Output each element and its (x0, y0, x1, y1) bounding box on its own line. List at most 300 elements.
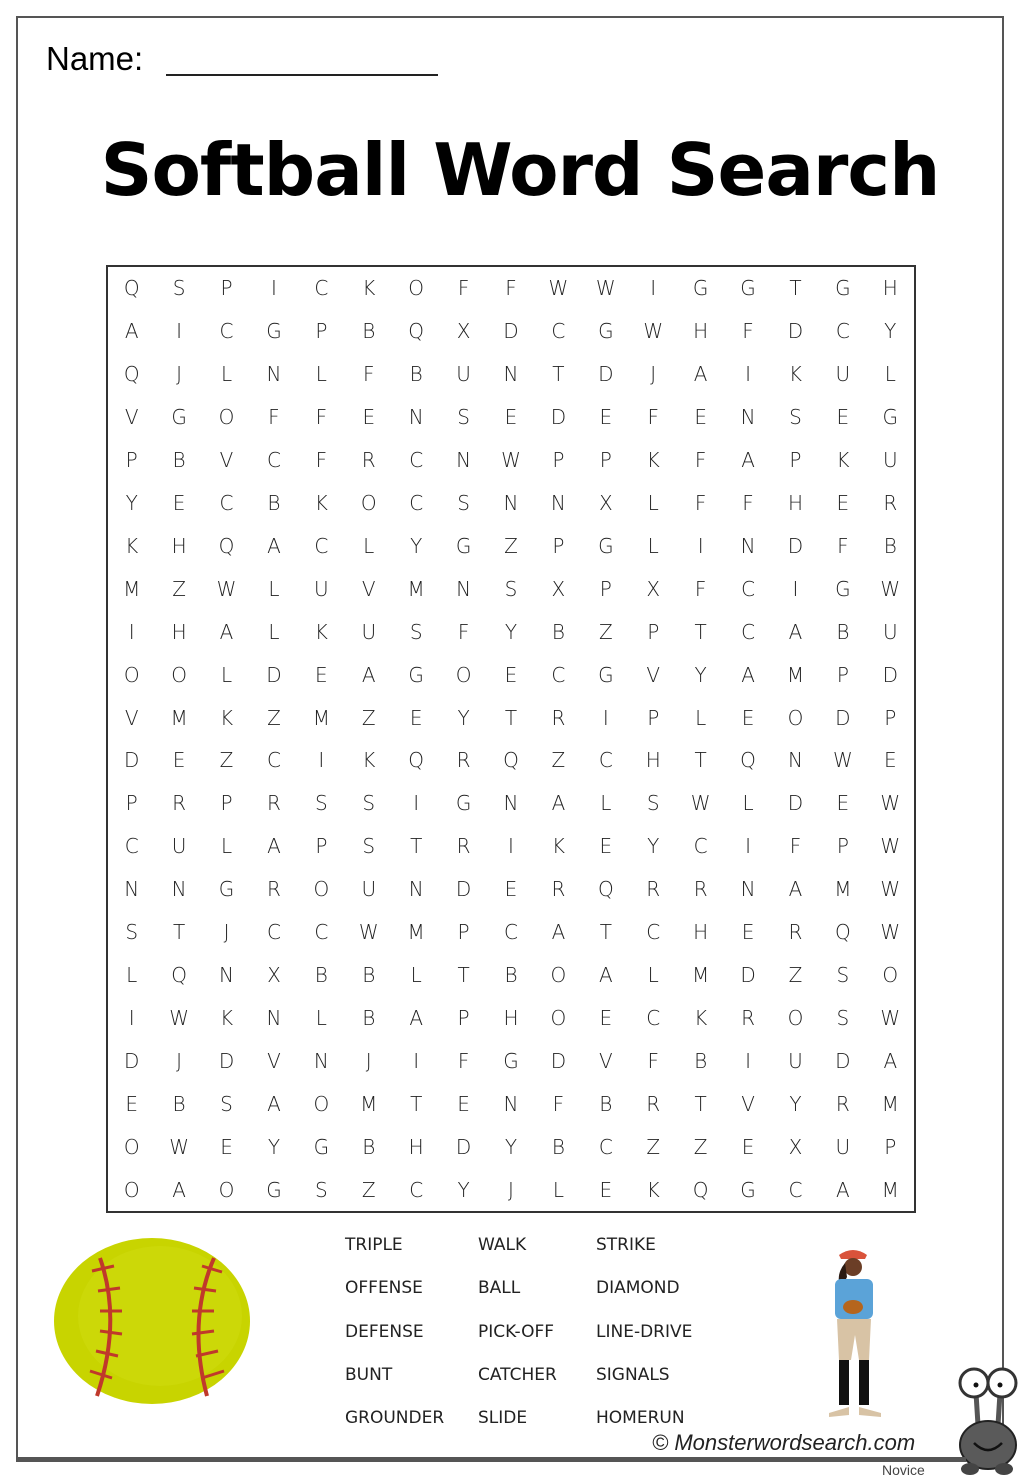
grid-cell[interactable]: G (503, 1048, 519, 1073)
grid-cell[interactable]: A (361, 662, 376, 687)
grid-cell[interactable]: Q (408, 319, 425, 344)
grid-cell[interactable]: V (267, 1048, 281, 1073)
grid-cell[interactable]: E (172, 490, 186, 515)
grid-cell[interactable]: Q (171, 962, 187, 987)
grid-cell[interactable]: D (266, 662, 282, 687)
grid-cell[interactable]: E (599, 1177, 613, 1202)
grid-cell[interactable]: S (220, 1091, 233, 1116)
grid-cell[interactable]: B (551, 619, 565, 644)
grid-cell[interactable]: M (123, 576, 141, 601)
grid-cell[interactable]: Y (410, 533, 423, 558)
grid-cell[interactable]: R (266, 877, 281, 902)
grid-cell[interactable]: J (650, 362, 657, 387)
grid-cell[interactable]: P (789, 448, 802, 473)
grid-cell[interactable]: O (218, 1177, 235, 1202)
grid-cell[interactable]: O (313, 1091, 330, 1116)
grid-cell[interactable]: F (647, 405, 659, 430)
grid-cell[interactable]: T (694, 748, 707, 773)
grid-cell[interactable]: I (413, 791, 420, 816)
grid-cell[interactable]: P (647, 705, 660, 730)
grid-cell[interactable]: F (647, 1048, 659, 1073)
grid-cell[interactable]: N (266, 362, 282, 387)
grid-cell[interactable]: N (503, 490, 519, 515)
grid-cell[interactable]: P (552, 448, 565, 473)
grid-cell[interactable]: X (267, 962, 281, 987)
grid-cell[interactable]: S (362, 791, 376, 816)
grid-cell[interactable]: R (456, 834, 471, 859)
grid-cell[interactable]: X (646, 576, 661, 601)
grid-cell[interactable]: R (551, 705, 566, 730)
grid-cell[interactable]: O (787, 705, 804, 730)
grid-cell[interactable]: G (313, 1134, 330, 1159)
grid-cell[interactable]: B (694, 1048, 708, 1073)
grid-cell[interactable]: E (457, 1091, 470, 1116)
grid-cell[interactable]: U (361, 619, 377, 644)
grid-cell[interactable]: H (408, 1134, 424, 1159)
grid-cell[interactable]: Y (504, 619, 518, 644)
grid-cell[interactable]: D (835, 705, 851, 730)
grid-cell[interactable]: O (787, 1005, 804, 1030)
grid-cell[interactable]: Y (884, 319, 897, 344)
grid-cell[interactable]: S (457, 405, 470, 430)
grid-cell[interactable]: K (836, 448, 850, 473)
grid-cell[interactable]: C (409, 490, 424, 515)
grid-cell[interactable]: B (599, 1091, 613, 1116)
grid-cell[interactable]: U (788, 1048, 803, 1073)
grid-cell[interactable]: H (171, 533, 187, 558)
grid-cell[interactable]: O (550, 962, 567, 987)
grid-cell[interactable]: W (880, 576, 901, 601)
grid-cell[interactable]: A (551, 920, 566, 945)
grid-cell[interactable]: H (645, 748, 661, 773)
grid-cell[interactable]: T (410, 1091, 423, 1116)
grid-cell[interactable]: O (171, 662, 187, 687)
grid-cell[interactable]: L (315, 362, 327, 387)
grid-cell[interactable]: A (267, 834, 281, 859)
grid-cell[interactable]: P (836, 662, 849, 687)
grid-cell[interactable]: R (693, 877, 708, 902)
grid-cell[interactable]: R (741, 1005, 755, 1030)
grid-cell[interactable]: C (788, 1177, 803, 1202)
grid-cell[interactable]: D (550, 405, 567, 430)
grid-cell[interactable]: P (220, 276, 233, 301)
grid-cell[interactable]: G (740, 276, 756, 301)
grid-cell[interactable]: P (836, 834, 849, 859)
grid-cell[interactable]: Q (123, 276, 140, 301)
grid-cell[interactable]: H (693, 920, 709, 945)
grid-cell[interactable]: P (884, 1134, 897, 1159)
grid-cell[interactable]: I (650, 276, 657, 301)
grid-cell[interactable]: D (787, 319, 804, 344)
grid-cell[interactable]: B (362, 962, 376, 987)
grid-cell[interactable]: A (883, 1048, 898, 1073)
grid-cell[interactable]: T (457, 962, 470, 987)
grid-cell[interactable]: W (501, 448, 521, 473)
grid-cell[interactable]: R (456, 748, 471, 773)
grid-cell[interactable]: W (880, 1005, 901, 1030)
grid-cell[interactable]: U (171, 834, 187, 859)
grid-cell[interactable]: F (837, 533, 849, 558)
grid-cell[interactable]: Z (646, 1134, 661, 1159)
grid-cell[interactable]: P (125, 448, 138, 473)
grid-cell[interactable]: F (363, 362, 375, 387)
grid-cell[interactable]: O (218, 405, 235, 430)
grid-cell[interactable]: E (504, 877, 518, 902)
grid-cell[interactable]: T (694, 619, 707, 644)
grid-cell[interactable]: D (882, 662, 898, 687)
grid-cell[interactable]: H (693, 319, 709, 344)
grid-cell[interactable]: N (503, 1091, 519, 1116)
grid-cell[interactable]: G (266, 1177, 282, 1202)
grid-cell[interactable]: A (551, 791, 566, 816)
grid-cell[interactable]: V (361, 576, 376, 601)
grid-cell[interactable]: W (690, 791, 711, 816)
grid-cell[interactable]: Q (835, 920, 851, 945)
grid-cell[interactable]: V (124, 405, 139, 430)
grid-cell[interactable]: T (599, 920, 612, 945)
grid-cell[interactable]: A (693, 362, 708, 387)
grid-cell[interactable]: W (169, 1005, 189, 1030)
grid-cell[interactable]: G (598, 662, 614, 687)
grid-cell[interactable]: P (647, 619, 660, 644)
grid-cell[interactable]: Y (504, 1134, 518, 1159)
grid-cell[interactable]: O (882, 962, 899, 987)
grid-cell[interactable]: E (599, 405, 613, 430)
grid-cell[interactable]: A (219, 619, 234, 644)
grid-cell[interactable]: C (314, 533, 329, 558)
grid-cell[interactable]: B (883, 533, 897, 558)
name-input-line[interactable] (166, 74, 438, 76)
grid-cell[interactable]: K (314, 619, 328, 644)
grid-cell[interactable]: O (360, 490, 377, 515)
grid-cell[interactable]: F (742, 490, 754, 515)
grid-cell[interactable]: B (836, 619, 850, 644)
grid-cell[interactable]: D (787, 791, 804, 816)
grid-cell[interactable]: W (548, 276, 569, 301)
grid-cell[interactable]: S (504, 576, 518, 601)
grid-cell[interactable]: R (788, 920, 803, 945)
grid-cell[interactable]: U (835, 1134, 851, 1159)
grid-cell[interactable]: V (646, 662, 661, 687)
grid-cell[interactable]: P (220, 791, 233, 816)
grid-cell[interactable]: P (125, 791, 138, 816)
grid-cell[interactable]: L (647, 490, 659, 515)
grid-cell[interactable]: J (365, 1048, 372, 1073)
grid-cell[interactable]: P (599, 576, 612, 601)
grid-cell[interactable]: L (126, 962, 138, 987)
grid-cell[interactable]: Q (408, 748, 425, 773)
grid-cell[interactable]: E (172, 748, 186, 773)
grid-cell[interactable]: P (457, 1005, 470, 1030)
grid-cell[interactable]: T (552, 362, 565, 387)
grid-cell[interactable]: L (268, 619, 280, 644)
grid-cell[interactable]: C (835, 319, 850, 344)
grid-cell[interactable]: E (220, 1134, 233, 1159)
grid-cell[interactable]: P (552, 533, 565, 558)
grid-cell[interactable]: D (218, 1048, 235, 1073)
grid-cell[interactable]: I (128, 619, 135, 644)
grid-cell[interactable]: P (315, 834, 328, 859)
grid-cell[interactable]: M (786, 662, 805, 687)
grid-cell[interactable]: E (504, 662, 518, 687)
grid-cell[interactable]: F (315, 448, 328, 473)
grid-cell[interactable]: N (503, 362, 519, 387)
grid-cell[interactable]: E (599, 1005, 613, 1030)
grid-cell[interactable]: R (551, 877, 566, 902)
grid-cell[interactable]: K (362, 748, 376, 773)
grid-cell[interactable]: C (551, 319, 566, 344)
grid-cell[interactable]: V (741, 1091, 755, 1116)
grid-cell[interactable]: B (504, 962, 518, 987)
grid-cell[interactable]: F (457, 276, 470, 301)
grid-cell[interactable]: I (745, 834, 751, 859)
grid-cell[interactable]: R (361, 448, 376, 473)
grid-cell[interactable]: B (551, 1134, 565, 1159)
grid-cell[interactable]: Z (788, 962, 803, 987)
grid-cell[interactable]: I (745, 1048, 751, 1073)
grid-cell[interactable]: G (692, 276, 709, 301)
grid-cell[interactable]: B (172, 1091, 186, 1116)
grid-cell[interactable]: C (741, 576, 756, 601)
grid-cell[interactable]: I (413, 1048, 420, 1073)
grid-cell[interactable]: L (410, 962, 422, 987)
grid-cell[interactable]: R (172, 791, 187, 816)
grid-cell[interactable]: N (456, 448, 472, 473)
grid-cell[interactable]: Z (551, 748, 566, 773)
grid-cell[interactable]: L (220, 662, 233, 687)
grid-cell[interactable]: B (362, 1134, 376, 1159)
grid-cell[interactable]: W (880, 791, 901, 816)
grid-cell[interactable]: I (697, 533, 704, 558)
grid-cell[interactable]: L (884, 362, 896, 387)
grid-cell[interactable]: L (363, 533, 375, 558)
grid-cell[interactable]: Z (267, 705, 281, 730)
grid-cell[interactable]: M (407, 920, 425, 945)
grid-cell[interactable]: N (171, 877, 187, 902)
grid-cell[interactable]: Q (692, 1177, 709, 1202)
grid-cell[interactable]: E (315, 662, 328, 687)
grid-cell[interactable]: F (268, 405, 280, 430)
grid-cell[interactable]: C (693, 834, 708, 859)
grid-cell[interactable]: G (835, 576, 851, 601)
grid-cell[interactable]: L (695, 705, 707, 730)
grid-cell[interactable]: C (598, 748, 613, 773)
grid-cell[interactable]: N (740, 877, 756, 902)
grid-cell[interactable]: Q (740, 748, 756, 773)
grid-cell[interactable]: E (362, 405, 376, 430)
grid-cell[interactable]: C (219, 319, 234, 344)
grid-cell[interactable]: O (550, 1005, 567, 1030)
grid-cell[interactable]: L (220, 834, 233, 859)
grid-cell[interactable]: C (409, 1177, 424, 1202)
grid-cell[interactable]: Z (693, 1134, 708, 1159)
grid-cell[interactable]: F (694, 448, 707, 473)
grid-cell[interactable]: B (267, 490, 281, 515)
grid-cell[interactable]: U (456, 362, 471, 387)
grid-cell[interactable]: A (788, 619, 803, 644)
grid-cell[interactable]: A (267, 1091, 281, 1116)
grid-cell[interactable]: E (504, 405, 518, 430)
grid-cell[interactable]: S (172, 276, 186, 301)
grid-cell[interactable]: Z (172, 576, 186, 601)
grid-cell[interactable]: G (218, 877, 235, 902)
grid-cell[interactable]: E (836, 490, 850, 515)
grid-cell[interactable]: W (595, 276, 616, 301)
grid-cell[interactable]: C (124, 834, 139, 859)
grid-cell[interactable]: K (314, 490, 328, 515)
grid-cell[interactable]: K (646, 448, 660, 473)
grid-cell[interactable]: A (409, 1005, 424, 1030)
grid-cell[interactable]: N (313, 1048, 329, 1073)
grid-cell[interactable]: K (219, 1005, 234, 1030)
grid-cell[interactable]: C (219, 490, 234, 515)
grid-cell[interactable]: Y (789, 1091, 802, 1116)
grid-cell[interactable]: Q (123, 362, 140, 387)
grid-cell[interactable]: E (883, 748, 897, 773)
grid-cell[interactable]: K (694, 1005, 708, 1030)
grid-cell[interactable]: D (835, 1048, 851, 1073)
grid-cell[interactable]: S (362, 834, 376, 859)
grid-cell[interactable]: S (836, 1005, 850, 1030)
grid-cell[interactable]: E (741, 920, 755, 945)
grid-cell[interactable]: V (598, 1048, 613, 1073)
grid-cell[interactable]: F (694, 576, 707, 601)
grid-cell[interactable]: D (598, 362, 614, 387)
grid-cell[interactable]: E (694, 405, 707, 430)
grid-cell[interactable]: G (598, 319, 614, 344)
grid-cell[interactable]: F (789, 834, 802, 859)
grid-cell[interactable]: P (315, 319, 328, 344)
grid-cell[interactable]: A (172, 1177, 186, 1202)
grid-cell[interactable]: L (647, 962, 659, 987)
grid-cell[interactable]: K (125, 533, 139, 558)
grid-cell[interactable]: W (880, 834, 901, 859)
grid-cell[interactable]: T (410, 834, 423, 859)
grid-cell[interactable]: M (360, 1091, 378, 1116)
grid-cell[interactable]: O (313, 877, 330, 902)
grid-cell[interactable]: N (408, 405, 424, 430)
grid-cell[interactable]: A (741, 448, 755, 473)
grid-cell[interactable]: E (409, 705, 423, 730)
grid-cell[interactable]: L (268, 576, 280, 601)
grid-cell[interactable]: J (176, 362, 183, 387)
grid-cell[interactable]: N (408, 877, 424, 902)
grid-cell[interactable]: Y (457, 1177, 470, 1202)
grid-cell[interactable]: P (457, 920, 470, 945)
grid-cell[interactable]: D (503, 319, 519, 344)
grid-cell[interactable]: N (124, 877, 140, 902)
grid-cell[interactable]: P (599, 448, 612, 473)
grid-cell[interactable]: P (884, 705, 897, 730)
grid-cell[interactable]: G (171, 405, 187, 430)
grid-cell[interactable]: Y (125, 490, 138, 515)
grid-cell[interactable]: J (223, 920, 230, 945)
grid-cell[interactable]: E (741, 1134, 755, 1159)
grid-cell[interactable]: D (550, 1048, 567, 1073)
grid-cell[interactable]: B (362, 1005, 376, 1030)
grid-cell[interactable]: F (457, 619, 470, 644)
grid-cell[interactable]: L (742, 791, 754, 816)
grid-cell[interactable]: N (740, 405, 756, 430)
grid-cell[interactable]: F (315, 405, 328, 430)
grid-cell[interactable]: C (266, 920, 281, 945)
grid-cell[interactable]: O (455, 662, 472, 687)
grid-cell[interactable]: G (598, 533, 614, 558)
grid-cell[interactable]: M (312, 705, 330, 730)
grid-cell[interactable]: N (787, 748, 803, 773)
grid-cell[interactable]: R (646, 877, 661, 902)
grid-cell[interactable]: O (123, 1177, 140, 1202)
grid-cell[interactable]: S (646, 791, 660, 816)
grid-cell[interactable]: C (551, 662, 566, 687)
grid-cell[interactable]: L (552, 1177, 564, 1202)
grid-cell[interactable]: C (409, 448, 424, 473)
grid-cell[interactable]: S (314, 791, 328, 816)
grid-cell[interactable]: M (170, 705, 188, 730)
grid-cell[interactable]: Y (457, 705, 470, 730)
grid-cell[interactable]: X (551, 576, 566, 601)
grid-cell[interactable]: M (407, 576, 425, 601)
grid-cell[interactable]: I (318, 748, 325, 773)
grid-cell[interactable]: Q (597, 877, 614, 902)
grid-cell[interactable]: Z (361, 705, 376, 730)
grid-cell[interactable]: H (882, 276, 898, 301)
grid-cell[interactable]: C (266, 748, 281, 773)
grid-cell[interactable]: D (740, 962, 756, 987)
grid-cell[interactable]: E (836, 791, 850, 816)
grid-cell[interactable]: I (176, 319, 183, 344)
grid-cell[interactable]: O (123, 662, 140, 687)
grid-cell[interactable]: U (314, 576, 329, 601)
grid-cell[interactable]: S (836, 962, 850, 987)
grid-cell[interactable]: F (694, 490, 707, 515)
grid-cell[interactable]: E (836, 405, 850, 430)
grid-cell[interactable]: H (787, 490, 803, 515)
grid-cell[interactable]: H (171, 619, 187, 644)
grid-cell[interactable]: F (552, 1091, 565, 1116)
grid-cell[interactable]: C (314, 920, 329, 945)
grid-cell[interactable]: M (692, 962, 710, 987)
grid-cell[interactable]: K (219, 705, 234, 730)
grid-cell[interactable]: Y (647, 834, 660, 859)
grid-cell[interactable]: Z (361, 1177, 376, 1202)
grid-cell[interactable]: B (362, 319, 376, 344)
grid-cell[interactable]: C (646, 920, 661, 945)
grid-cell[interactable]: C (598, 1134, 613, 1159)
grid-cell[interactable]: W (880, 877, 901, 902)
grid-cell[interactable]: X (788, 1134, 803, 1159)
grid-cell[interactable]: C (741, 619, 756, 644)
grid-cell[interactable]: O (123, 1134, 140, 1159)
grid-cell[interactable]: B (409, 362, 423, 387)
grid-cell[interactable]: U (882, 448, 898, 473)
grid-cell[interactable]: W (832, 748, 853, 773)
grid-cell[interactable]: R (883, 490, 898, 515)
grid-cell[interactable]: D (124, 1048, 140, 1073)
grid-cell[interactable]: A (598, 962, 613, 987)
grid-cell[interactable]: K (646, 1177, 660, 1202)
grid-cell[interactable]: G (882, 405, 899, 430)
grid-cell[interactable]: M (881, 1091, 899, 1116)
grid-cell[interactable]: U (882, 619, 898, 644)
grid-cell[interactable]: N (550, 490, 566, 515)
grid-cell[interactable]: C (314, 276, 329, 301)
grid-cell[interactable]: C (646, 1005, 661, 1030)
grid-cell[interactable]: E (741, 705, 755, 730)
grid-cell[interactable]: G (455, 791, 472, 816)
grid-cell[interactable]: J (176, 1048, 183, 1073)
grid-cell[interactable]: E (125, 1091, 139, 1116)
